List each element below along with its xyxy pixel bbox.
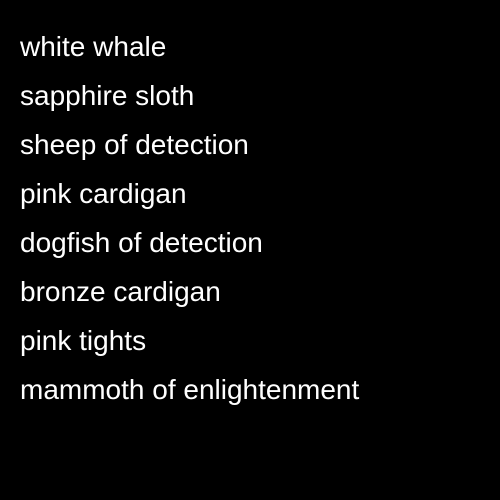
list-item: sapphire sloth [20,80,195,111]
item-list [20,22,359,414]
list-item: sheep of detection [20,129,249,160]
list-item: pink cardigan [20,178,187,209]
list-item: bronze cardigan [20,276,221,307]
list-item: white whale [20,31,167,62]
list-item: pink tights [20,325,147,356]
list-item: mammoth of enlightenment [20,374,360,405]
list-item: dogfish of detection [20,227,263,258]
